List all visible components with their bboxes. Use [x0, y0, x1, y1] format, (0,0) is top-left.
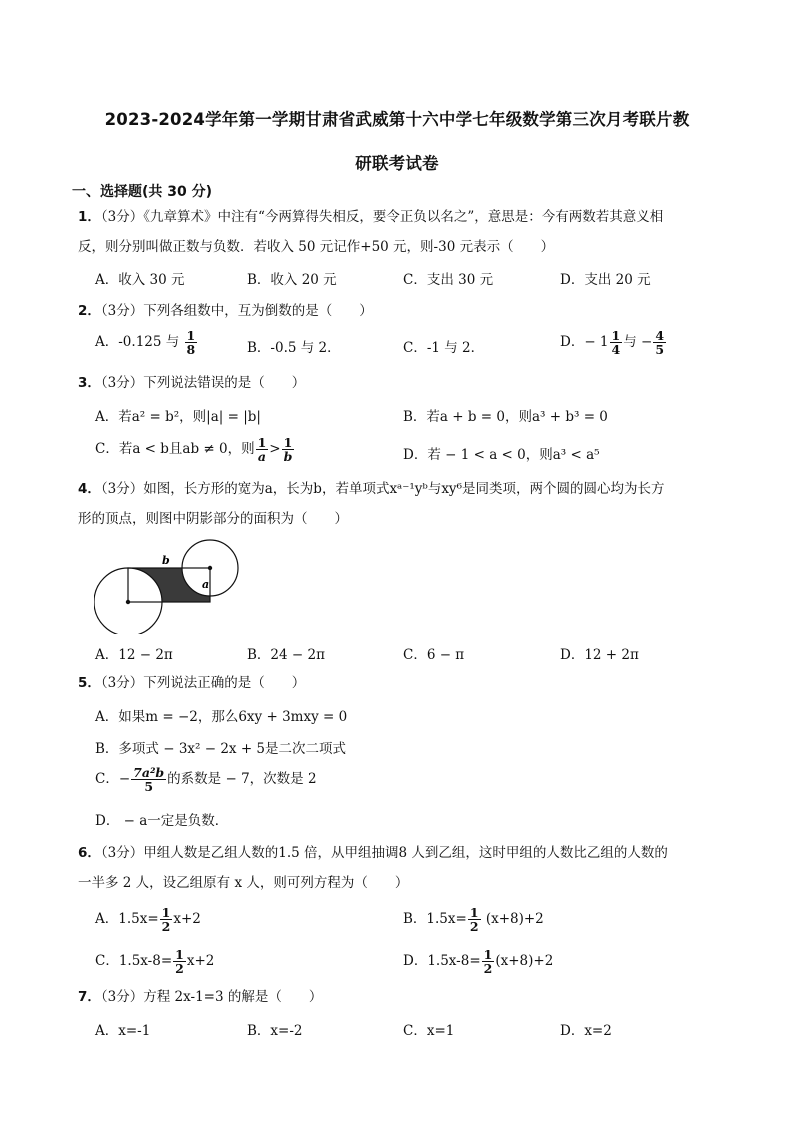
question-score: （3分）: [100, 989, 144, 1005]
options-q6-row2: [95, 947, 735, 976]
option-b: B．若a + b = 0，则a³ + b³ = 0: [403, 409, 608, 425]
question-1: [78, 202, 730, 262]
exam-title-line1: 2023-2024学年第一学期甘肃省武威第十六中学七年级数学第三次月考联片教: [104, 110, 690, 129]
question-text: 方程 2x-1=3 的解是（ ）: [143, 989, 323, 1005]
option-c: [95, 766, 317, 793]
fraction: [173, 948, 186, 975]
denominator: 8: [186, 342, 196, 357]
option-c-text: C．1.5x-8=: [95, 953, 173, 969]
denominator: 2: [161, 919, 171, 934]
option-d: D．12 + 2π: [560, 647, 639, 663]
question-number: 5．: [78, 675, 101, 691]
option-c: C．支出 30 元: [403, 272, 494, 288]
question-number: 2．: [78, 303, 101, 319]
denominator: b: [283, 449, 293, 464]
numerator: 1: [175, 947, 184, 962]
option-c-row: [95, 765, 735, 794]
option-a-text: x+2: [173, 911, 201, 927]
option-b-row: [95, 737, 735, 761]
option-c: [95, 948, 214, 975]
option-d-text: 与 −: [623, 334, 653, 350]
question-score: （3分）: [100, 303, 144, 319]
question-score: （3分）: [100, 481, 144, 497]
question-text: 一半多 2 人，设乙组原有 x 人，则可列方程为（ ）: [78, 875, 409, 891]
denominator: 2: [175, 961, 184, 976]
fraction: [282, 436, 295, 463]
option-c: C．x=1: [403, 1023, 455, 1039]
numerator: 1: [282, 436, 295, 450]
option-d: D．若 − 1 < a < 0，则a³ < a⁵: [403, 447, 600, 463]
question-number: 6．: [78, 845, 101, 861]
question-score: （3分）: [100, 675, 144, 691]
option-a: A．收入 30 元: [95, 272, 185, 288]
option-d-text: D．1.5x-8=: [403, 953, 481, 969]
option-b-text: (x+8)+2: [481, 911, 544, 927]
option-a-text: A．-0.125 与: [95, 334, 180, 350]
option-d: [403, 948, 553, 975]
option-c: [95, 436, 295, 463]
denominator: 5: [144, 779, 154, 794]
option-b: B．收入 20 元: [247, 272, 337, 288]
fraction: [160, 906, 173, 933]
option-b: B．x=-2: [247, 1023, 303, 1039]
numerator: 1: [611, 328, 621, 343]
question-score: （3分）: [100, 209, 144, 225]
option-b: B．多项式 − 3x² − 2x + 5是二次二项式: [95, 741, 347, 757]
option-d-text: D．− 1: [560, 334, 609, 350]
option-b: B．24 − 2π: [247, 647, 325, 663]
option-a-row: [95, 705, 735, 729]
options-q4: [95, 643, 735, 667]
option-d: D．支出 20 元: [560, 272, 651, 288]
denominator: 4: [611, 342, 621, 357]
options-q3-row1: [95, 405, 735, 429]
numerator: 1: [186, 328, 196, 343]
question-text: 下列各组数中，互为倒数的是（ ）: [143, 303, 373, 319]
denominator: a: [257, 449, 266, 464]
question-number: 4．: [78, 481, 101, 497]
question-3: [78, 368, 730, 398]
fraction: [653, 329, 666, 356]
options-q2: [95, 328, 735, 357]
label-b: b: [162, 554, 170, 567]
fraction: [610, 329, 623, 356]
option-c-text: C．若a < b且ab ≠ 0，则: [95, 441, 255, 457]
option-c-text: 的系数是 − 7，次数是 2: [167, 771, 317, 787]
question-6: [78, 838, 730, 898]
denominator: 5: [655, 342, 665, 357]
question-text: 《九章算术》中注有“今两算得失相反，要令正负以名之”，意思是：今有两数若其意义相: [143, 209, 664, 225]
fraction: [482, 948, 495, 975]
fraction: [256, 436, 269, 463]
fraction: [131, 766, 166, 793]
option-a: [95, 329, 198, 356]
question-text: 甲组人数是乙组人数的1.5 倍，从甲组抽调8 人到乙组，这时甲组的人数比乙组的人数的: [143, 845, 668, 861]
option-d: D．x=2: [560, 1023, 612, 1039]
option-d-text: (x+8)+2: [495, 953, 554, 969]
denominator: 2: [469, 919, 479, 934]
option-a: A．如果m = −2，那么6xy + 3mxy = 0: [95, 709, 348, 725]
option-a: A．若a² = b²，则|a| = |b|: [95, 409, 261, 425]
left-center-dot: [126, 600, 130, 604]
question-score: （3分）: [100, 845, 144, 861]
question-number: 7．: [78, 989, 101, 1005]
right-center-dot: [208, 566, 212, 570]
denominator: 2: [483, 961, 493, 976]
exam-title-line2: 研联考试卷: [355, 154, 439, 173]
question-text: 反，则分别叫做正数与负数．若收入 50 元记作+50 元，则-30 元表示（ ）: [78, 239, 555, 255]
option-c: C．-1 与 2．: [403, 340, 485, 356]
fraction: [185, 329, 198, 356]
option-c-text: x+2: [186, 953, 215, 969]
rectangle-circles-figure: [94, 538, 248, 634]
option-a-text: A．1.5x=: [95, 911, 159, 927]
question-text: 下列说法正确的是（ ）: [143, 675, 306, 691]
question-7: [78, 982, 730, 1012]
option-d: D． − a一定是负数．: [95, 813, 229, 829]
question-4: [78, 474, 730, 534]
question-number: 1．: [78, 209, 101, 225]
option-c: C．6 − π: [403, 647, 465, 663]
question-text: 下列说法错误的是（ ）: [143, 375, 306, 391]
options-q7: [95, 1019, 735, 1043]
option-c-text: C．−: [95, 771, 131, 787]
numerator: 1: [483, 947, 493, 962]
section-heading: 一、选择题(共 30 分): [72, 184, 213, 200]
numerator: 1: [257, 435, 267, 450]
numerator: 7a²b: [133, 765, 165, 780]
options-q3-row2: [95, 435, 735, 464]
option-a: [95, 906, 201, 933]
option-a: A．12 − 2π: [95, 647, 173, 663]
fraction: [468, 906, 481, 933]
question-text: 形的顶点，则图中阴影部分的面积为（ ）: [78, 511, 348, 527]
numerator: 1: [161, 905, 171, 920]
question-score: （3分）: [100, 375, 144, 391]
option-b: B．-0.5 与 2．: [247, 340, 341, 356]
label-a: a: [202, 578, 210, 591]
question-5: [78, 668, 730, 698]
option-d: [560, 329, 667, 356]
options-q6-row1: [95, 905, 735, 934]
option-a: A．x=-1: [95, 1023, 151, 1039]
numerator: 1: [469, 905, 479, 920]
greater-than-sign: >: [269, 441, 281, 457]
option-b-text: B．1.5x=: [403, 911, 467, 927]
question-2: [78, 296, 730, 326]
options-q1: [95, 268, 735, 292]
question-number: 3．: [78, 375, 101, 391]
option-d-row: [95, 809, 735, 833]
question-text: 如图，长方形的宽为a，长为b，若单项式xᵃ⁻¹yᵇ与xy⁶是同类项，两个圆的圆心均为长方: [143, 481, 665, 497]
option-b: [403, 906, 544, 933]
numerator: 4: [655, 328, 665, 343]
